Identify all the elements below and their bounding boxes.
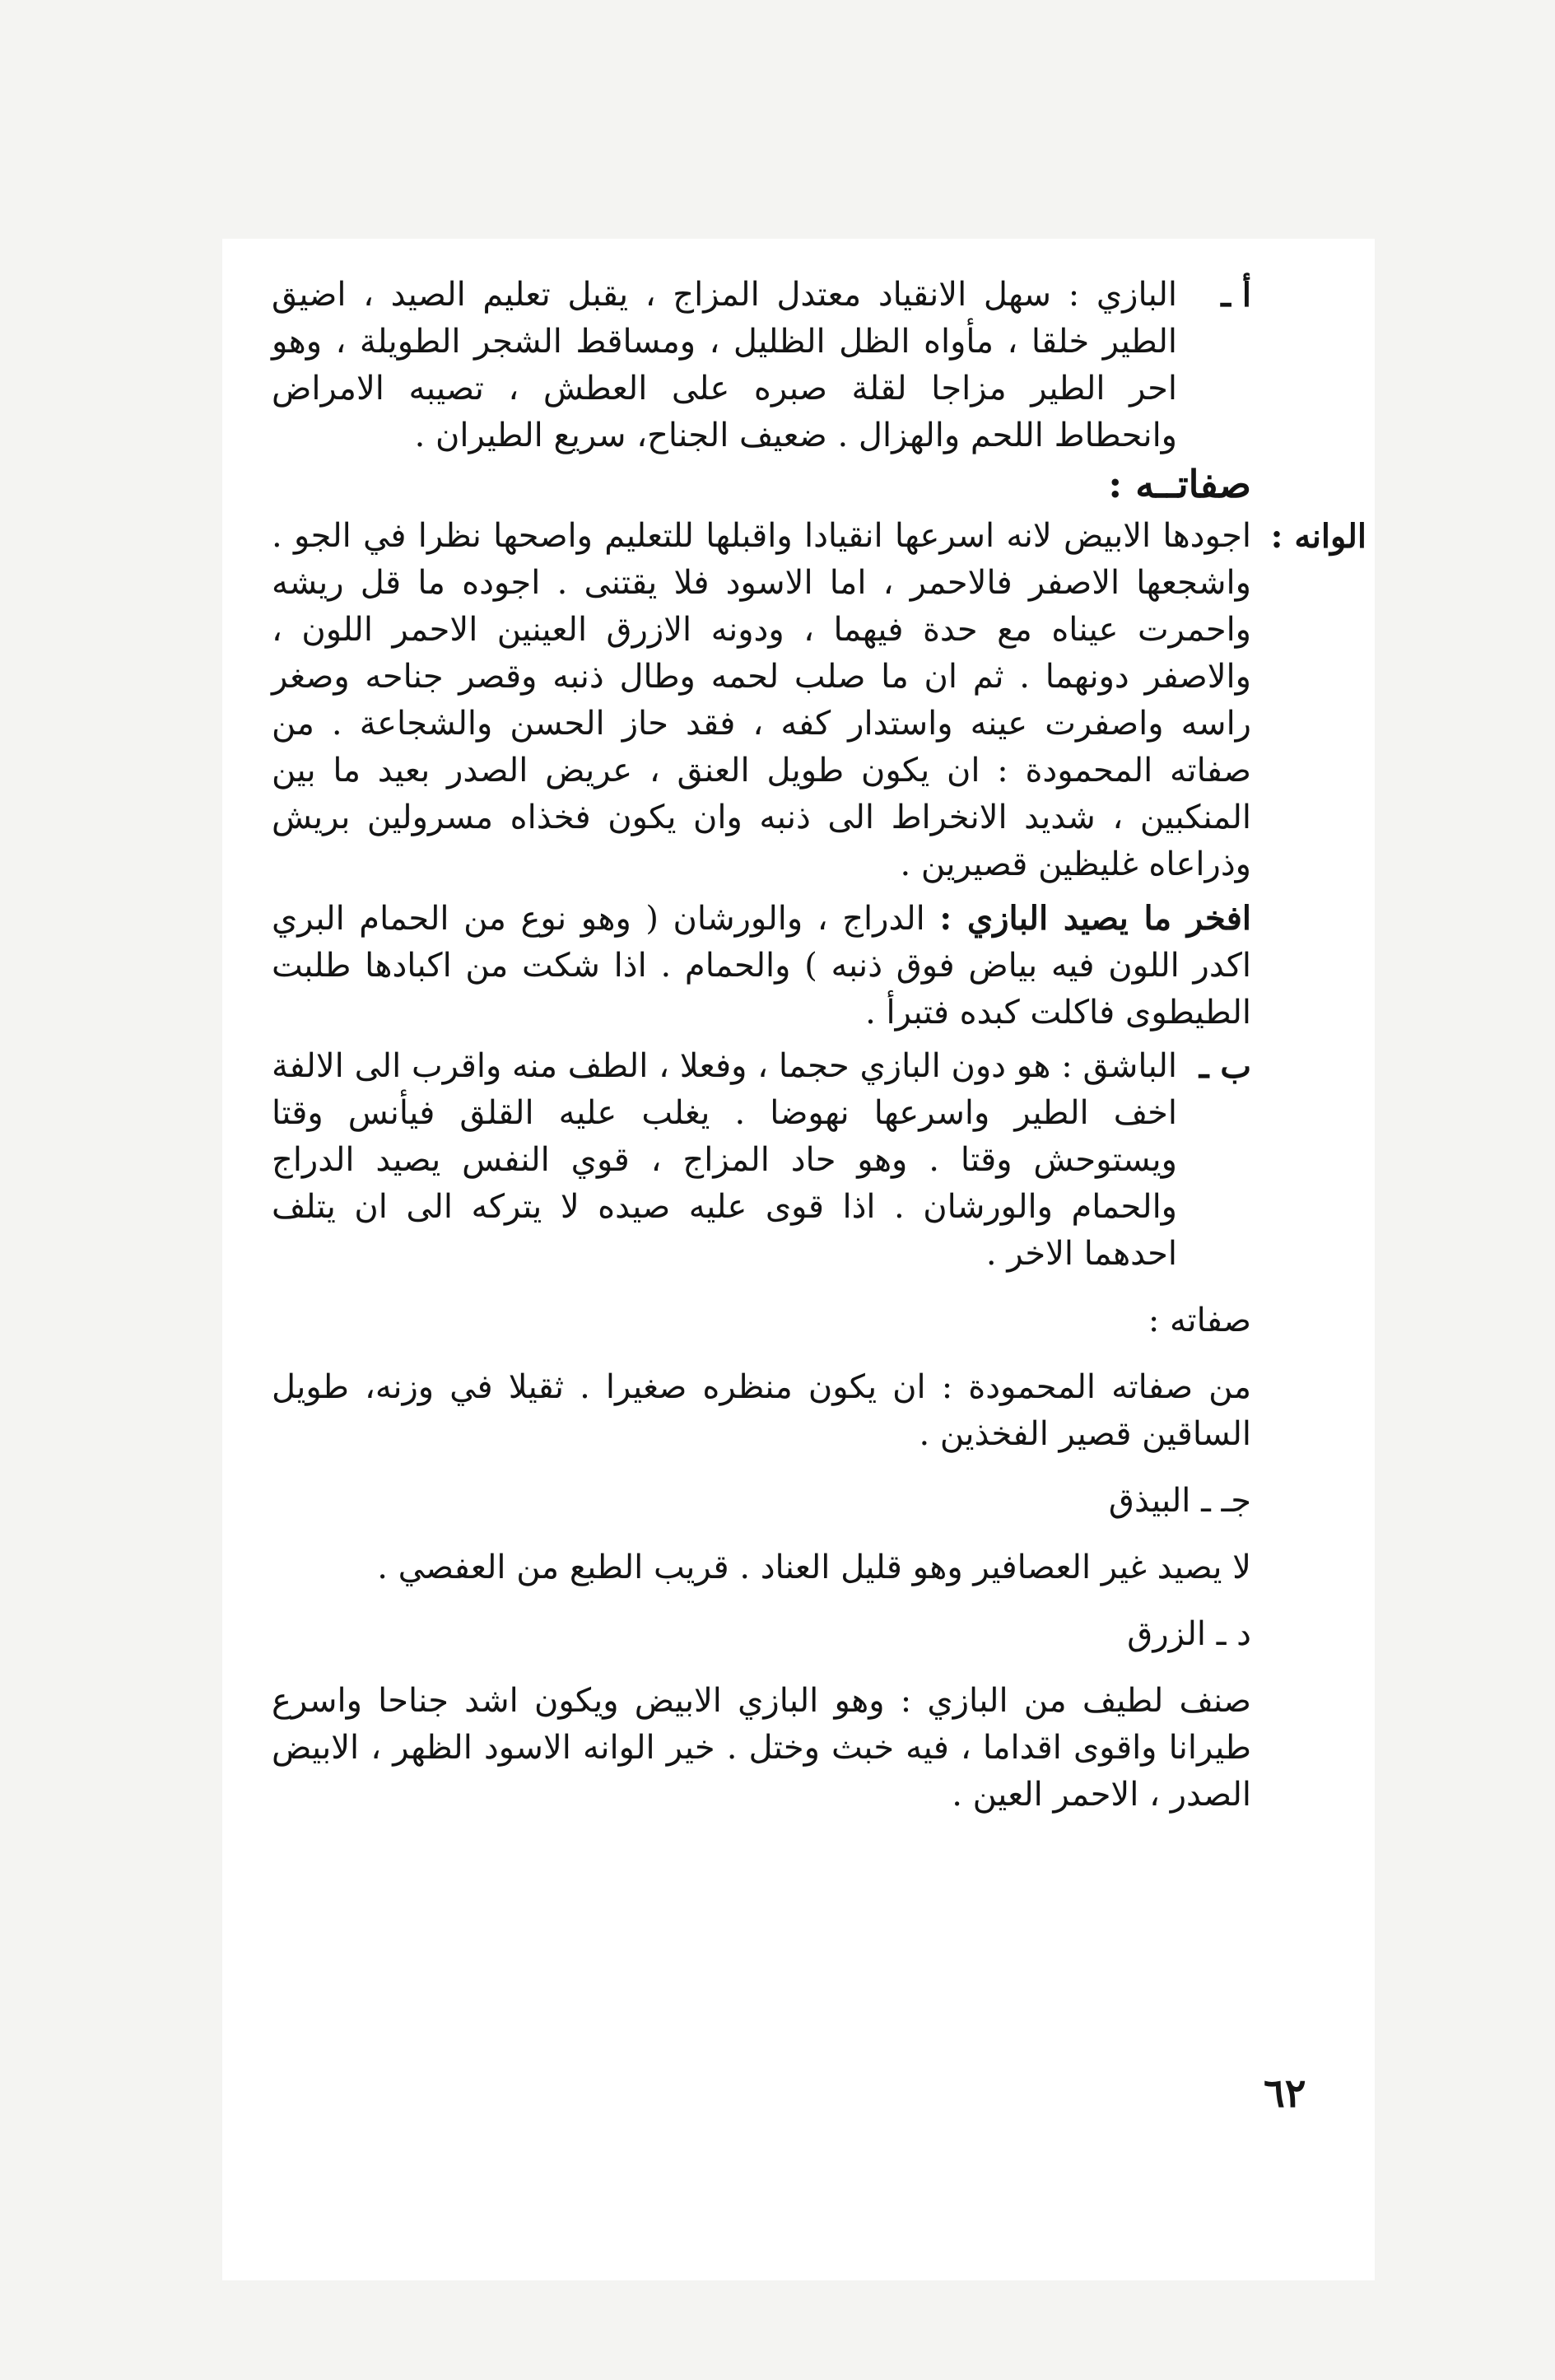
entry-c-heading	[272, 1478, 1251, 1525]
colors-text: اجودها الابيض لانه اسرعها انقيادا واقبلها للتعليم واصحها نظرا في الجو . واشجعها الاصفر فالاحمر ، اما الاسود فلا يقتنى . اجوده ما قل ريشه واحمرت عيناه مع حدة فيهما ، ودونه الازرق العينين الاحمر اللون ، والاصفر دونهما . ثم ان ما صلب لحمه وطال ذنبه وقصر جناحه وصغر راسه واصفرت عينه واستدار كفه ، فقد حاز الحسن والشجاعة . من صفاته المحمودة : ان يكون طويل العنق ، عريض الصدر بعيد ما بين المنكبين ، شديد الانخراط الى ذنبه وان يكون فخذاه مسرولين بريش وذراعاه غليظين قصيرين .	[272, 517, 1252, 883]
entry-d-marker: د ـ	[1216, 1615, 1251, 1653]
page-number: ٦٢	[1264, 2070, 1306, 2117]
entry-b-text: الباشق : هو دون البازي حجما ، وفعلا ، الطف منه واقرب الى الالفة اخف الطير واسرعها نهوضا . يغلب عليه القلق فيأنس وقتا ويستوحش وقتا . وهو حاد المزاج ، قوي النفس يصيد الدراج والحمام والورشان . اذا قوى عليه صيده لا يتركه الى ان يتلف احدهما الاخر .	[272, 1047, 1177, 1273]
entry-a-marker: أ ـ	[1221, 276, 1251, 314]
prey-paragraph	[272, 895, 1251, 1036]
entry-a-text: البازي : سهل الانقياد معتدل المزاج ، يقبل تعليم الصيد ، اضيق الطير خلقا ، مأواه الظل الظليل ، ومساقط الشجر الطويلة ، وهو احر الطير مزاجا لقلة صبره على العطش ، تصيبه الامراض وانحطاط اللحم والهزال . ضعيف الجناح، سريع الطيران .	[272, 276, 1177, 454]
colors-paragraph	[272, 513, 1366, 888]
entry-b	[272, 1043, 1251, 1278]
prey-label: افخر ما يصيد البازي :	[939, 899, 1251, 938]
colors-label: الوانه :	[1270, 517, 1366, 556]
entry-c-text: لا يصيد غير العصافير وهو قليل العناد . قريب الطبع من العفصي .	[377, 1549, 1251, 1586]
entry-d-heading	[272, 1611, 1251, 1658]
page-body	[272, 272, 1366, 1819]
traits-label-b: صفاته :	[1148, 1302, 1251, 1339]
traits-heading: صفاتــه :	[1108, 462, 1251, 506]
entry-c-title: البيذق	[1108, 1482, 1191, 1520]
entry-a	[272, 272, 1251, 459]
entry-c-marker: جـ ـ	[1201, 1482, 1251, 1520]
entry-d-text: صنف لطيف من البازي : وهو البازي الابيض ويكون اشد جناحا واسرع طيرانا واقوى اقداما ، فيه خبث وختل . خير الوانه الاسود الظهر ، الابيض الصدر ، الاحمر العين .	[272, 1682, 1251, 1814]
traits-text-b: من صفاته المحمودة : ان يكون منظره صغيرا . ثقيلا في وزنه، طويل الساقين قصير الفخذين .	[272, 1368, 1251, 1453]
entry-d-title: الزرق	[1127, 1615, 1207, 1653]
prey-text: الدراج ، والورشان ( وهو نوع من الحمام البري اكدر اللون فيه بياض فوق ذنبه ) والحمام . اذا شكت من اكبادها طلبت الطيطوى فاكلت كبده فتبرأ .	[272, 900, 1252, 1032]
entry-b-marker: ب ـ	[1199, 1047, 1251, 1086]
